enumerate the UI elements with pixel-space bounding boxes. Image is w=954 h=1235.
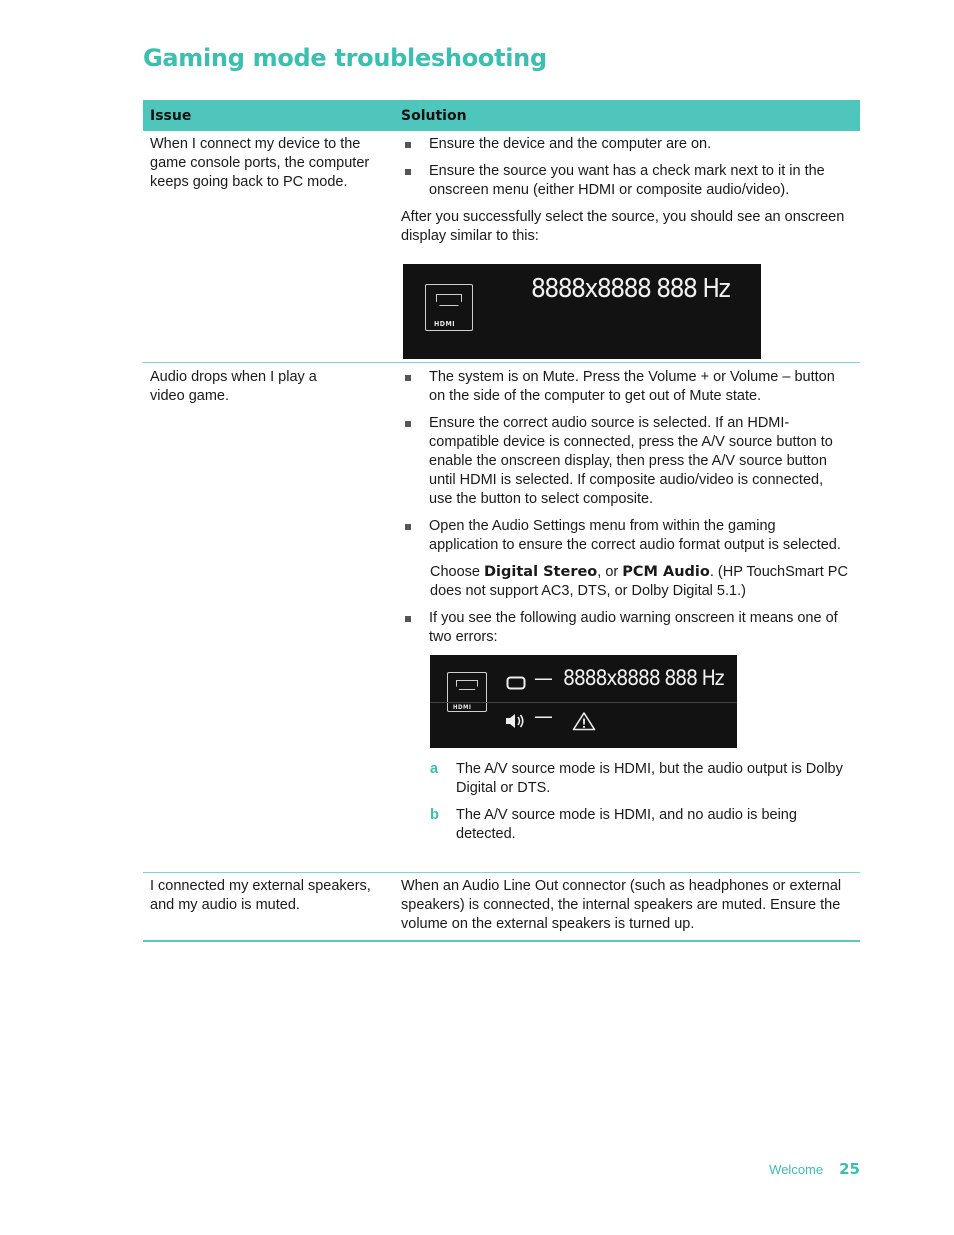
- display-icon: [506, 676, 526, 690]
- dash-separator: —: [534, 704, 552, 728]
- list-item: The system is on Mute. Press the Volume + or Volume – button on the side of the computer to get out of Mute state.: [401, 368, 848, 406]
- resolution-readout: 8888x8888 888 Hz: [531, 274, 730, 304]
- solution-cell: When an Audio Line Out connector (such as headphones or external speakers) is connected, the internal speakers are muted. Ensure the volume on the external speakers is turned up.: [401, 878, 842, 932]
- column-header-issue: Issue: [150, 107, 192, 124]
- solution-cell: [394, 131, 860, 362]
- footer-section: Welcome: [769, 1162, 824, 1177]
- column-header-solution: Solution: [401, 107, 467, 124]
- bullet-square-icon: [405, 142, 411, 148]
- bullet-square-icon: [405, 375, 411, 381]
- format-choice-text: Choose Digital Stereo, or PCM Audio. (HP TouchSmart PC does not support AC3, DTS, or Dolby Digital 5.1.): [430, 564, 848, 599]
- list-item: b The A/V source mode is HDMI, and no audio is being detected.: [430, 807, 797, 842]
- solution-cell: [394, 363, 860, 872]
- list-item: Ensure the source you want has a check mark next to it in the onscreen menu (either HDMI or composite audio/video).: [401, 162, 848, 200]
- warning-icon: [572, 711, 596, 731]
- page-footer: [769, 1160, 860, 1178]
- bullet-square-icon: [405, 169, 411, 175]
- table-row: [143, 873, 860, 942]
- audio-warning-display-image: [430, 655, 737, 748]
- page-number: 25: [839, 1160, 860, 1178]
- list-item: Ensure the device and the computer are on.: [401, 135, 848, 154]
- issue-cell: I connected my external speakers, and my audio is muted.: [150, 878, 371, 913]
- hdmi-icon: HDMI: [425, 284, 473, 331]
- list-item: If you see the following audio warning onscreen it means one of two errors:: [401, 609, 848, 647]
- table-header: [143, 100, 860, 131]
- list-item: a The A/V source mode is HDMI, but the audio output is Dolby Digital or DTS.: [430, 761, 843, 796]
- troubleshooting-table: [143, 100, 860, 942]
- resolution-readout: 8888x8888 888 Hz: [563, 666, 724, 690]
- page-title: Gaming mode troubleshooting: [143, 44, 547, 72]
- speaker-icon: [504, 712, 526, 730]
- table-row: [143, 131, 860, 363]
- table-row: [143, 363, 860, 873]
- dash-separator: —: [534, 666, 552, 690]
- issue-cell: Audio drops when I play a video game.: [150, 369, 317, 404]
- note-text: After you successfully select the source, you should see an onscreen display similar to this:: [401, 209, 845, 244]
- list-item: Open the Audio Settings menu from within the gaming application to ensure the correct audio format output is selected.: [401, 517, 848, 555]
- bullet-square-icon: [405, 524, 411, 530]
- bullet-square-icon: [405, 421, 411, 427]
- hdmi-icon: HDMI: [447, 672, 487, 712]
- issue-cell: When I connect my device to the game console ports, the computer keeps going back to PC mode.: [150, 136, 370, 190]
- onscreen-display-image: [403, 264, 761, 359]
- bullet-square-icon: [405, 616, 411, 622]
- list-item: Ensure the correct audio source is selected. If an HDMI-compatible device is connected, press the A/V source button to enable the onscreen display, then press the A/V source button until HDMI is selected. If composite audio/video is connected, use the button to select composite.: [401, 414, 848, 509]
- divider: [430, 702, 737, 703]
